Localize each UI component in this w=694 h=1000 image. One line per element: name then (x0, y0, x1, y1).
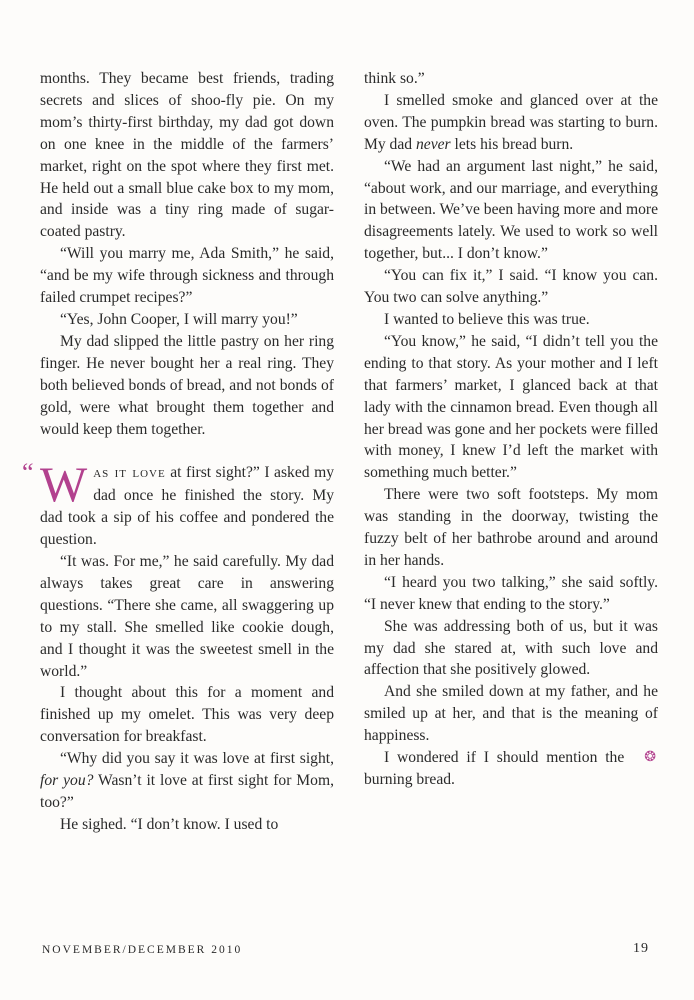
paragraph-text: I wondered if I should mention the burning bread. (364, 749, 625, 788)
paragraph: “You can fix it,” I said. “I know you can. You two can solve anything.” (364, 267, 658, 307)
page-number: 19 (633, 941, 649, 956)
emphasis-text: for you? (40, 772, 94, 790)
paragraph: months. They became best friends, trading secrets and slices of shoo-fly pie. On my mom’s thirty-first birthday, my dad got down on one knee in the middle of the farmers’ market, right on the spot where they first met. He held out a small blue cake box to my mom, and inside was a tiny ring made of sugar-coated pastry. (40, 70, 334, 241)
paragraph: I wanted to believe this was true. (384, 310, 590, 328)
paragraph: “Will you marry me, Ada Smith,” he said, “and be my wife through sickness and through failed crumpet recipes?” (40, 245, 334, 307)
final-paragraph (364, 747, 658, 791)
paragraph (40, 748, 334, 814)
paragraph: “You know,” he said, “I didn’t tell you the ending to that story. As your mother and I left that farmers’ market, I glanced back at that lady with the cinnamon bread. Even though all her bread was gone and her pockets were filled with money, I knew I’d left the market with something much better.” (364, 332, 658, 482)
paragraph: I thought about this for a moment and finished up my omelet. This was very deep conversation for breakfast. (40, 684, 334, 746)
paragraph: “It was. For me,” he said carefully. My dad always takes great care in answering questions. “There she came, all swaggering up to my stall. She smelled like cookie dough, and I thought it was the sweetest smell in the world.” (40, 553, 334, 680)
emphasis-text: never (415, 135, 451, 153)
left-column (22, 68, 334, 836)
end-mark-icon: ❂ (644, 750, 656, 766)
paragraph: “Yes, John Cooper, I will marry you!” (60, 310, 298, 328)
paragraph-text: at first sight?” I asked my dad once he finished the story. My dad took a sip of his coffee and pondered the question. (40, 464, 334, 549)
right-column (364, 68, 658, 791)
paragraph: She was addressing both of us, but it was my dad she stared at, with such love and affection that she positively glowed. (364, 617, 658, 679)
paragraph: My dad slipped the little pastry on her ring finger. He never bought her a real ring. They both believed bonds of bread, and not bonds of gold, were what brought them together and would keep them together. (40, 332, 334, 438)
paragraph-text: Wasn’t it love at first sight for Mom, too?” (40, 772, 334, 811)
paragraph (364, 90, 658, 156)
paragraph-text: lets his bread burn. (450, 135, 574, 153)
issue-date: NOVEMBER/DECEMBER 2010 (42, 944, 243, 956)
paragraph: And she smiled down at my father, and he smiled up at her, and that is the meaning of happiness. (364, 683, 658, 745)
paragraph: He sighed. “I don’t know. I used to (60, 815, 279, 833)
paragraph: “I heard you two talking,” she said softly. “I never knew that ending to the story.” (364, 573, 658, 613)
section-opening-paragraph (22, 456, 334, 551)
paragraph: think so.” (364, 70, 425, 87)
small-caps-lead: as it love (93, 465, 166, 482)
paragraph-text: “Why did you say it was love at first sight, (60, 750, 334, 768)
paragraph: “We had an argument last night,” he said, “about work, and our marriage, and everything in between. We’ve been having more and more disagreements lately. We used to work so well together, but... I don’t know.” (364, 157, 658, 263)
paragraph-text: I smelled smoke and glanced over at the oven. The pumpkin bread was starting to burn. My dad (364, 91, 658, 153)
paragraph: There were two soft footsteps. My mom was standing in the doorway, twisting the fuzzy belt of her bathrobe around and around in her hands. (364, 486, 658, 569)
open-quote-mark: “ (22, 458, 34, 488)
drop-cap: W (40, 456, 88, 513)
